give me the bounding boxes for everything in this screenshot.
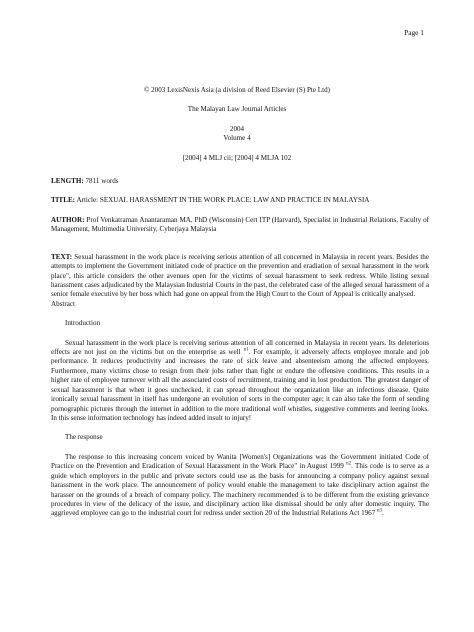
document-header	[0, 86, 474, 163]
length-value: 7811 words	[85, 177, 119, 185]
journal-year: 2004	[229, 124, 245, 133]
journal-name: The Malayan Law Journal Articles	[187, 105, 287, 114]
author-line	[51, 216, 429, 235]
response-heading: The response	[65, 433, 103, 442]
article-body	[51, 177, 429, 529]
author-label: AUTHOR:	[51, 215, 85, 224]
abstract-label: Abstract	[51, 299, 76, 308]
response-text-part1: The response to this increasing concern voiced by Wanita [Women's] Organizations was the Government initiated Code of Practice on the Prevention and Eradication of Sexual Harassment in the Work Place" in August 1999	[51, 452, 429, 471]
title-value: Article: SEXUAL HARASSMENT IN THE WORK PLACE: LAW AND PRACTICE IN MALAYSIA	[76, 196, 370, 205]
copyright-line: © 2003 LexisNexis Asia (a division of Reed Elsevier (S) Pte Ltd)	[143, 86, 331, 94]
introduction-heading: Introduction	[65, 319, 101, 328]
response-text-part2: . This code is to serve as a guide which employers in the public and private sectors could use as the basis for announcing a company policy against sexual harassment in the work place. The announcement of policy would enable the management to take disciplinary action against the harasser on the grounds of a breach of company policy. The machinery recommended is to be different from the existing grievance procedures in view of the delicacy of the issue, and disciplinary action like dismissal should be only after domestic inquiry. The aggrieved employee can go to the industrial court for redress under section 20 of the Industrial Relations Act 1967	[51, 462, 429, 518]
title-label: TITLE:	[51, 196, 76, 205]
page-number: Page 1	[404, 28, 424, 37]
introduction-paragraph	[51, 339, 429, 424]
introduction-text-part1: Sexual harassment in the work place is receiving serious attention of all concerned in Malaysia in recent years. Its deleterious effects are not just on the victims but on the enterprise as well	[51, 338, 429, 357]
journal-volume: Volume 4	[223, 134, 251, 143]
footnote-ref-n1[interactable]: n1	[243, 347, 249, 353]
author-value: Prof Venkatraman Anantaraman MA, PhD (Wisconsin) Cert ITP (Harvard), Specialist in Industrial Relations, Faculty of Management, Multimedia University, Cyberjaya Malaysia	[51, 215, 429, 234]
citation-line: [2004] 4 MLJ cii; [2004] 4 MLJA 102	[182, 153, 292, 162]
footnote-ref-n2[interactable]: n2	[346, 461, 352, 467]
text-summary-body: Sexual harassment in the work place is receiving serious attention of all concerned in Malaysia in recent years. Besides the attempts to implement the Government initiated code of practice on the prevention and eradiation of sexual harassment in the work place", this article considers the other avenues open for the victims of sexual harassment to seek redress. While listing sexual harassment cases adjudicated by the Malaysian Industrial Courts in the past, the celebrated case of the alleged sexual harassment of a senior female executive by her boss which had gone on appeal from the High Court to the Court of Appeal is critically analysed.	[51, 252, 430, 299]
length-label: LENGTH:	[51, 177, 84, 185]
text-summary	[51, 253, 429, 300]
introduction-text-part2: . For example, it adversely affects employee morale and job performance. It reduces productivity and increases the rate of sick leave and absenteeism among the affected employees. Furthermore, many victims chose to resign from their jobs rather than fight or endure the offensive conditions. This results in a higher rate of employee turnover with all the associated costs of recruitment, training and in lost production. The greatest danger of sexual harassment is that when it goes unchecked, it can spread throughout the organization like an infectious disease. Quite ironically sexual harassment in itself has undergone an evolution of sorts in the computer age; it can also take the form of sending pornographic pictures through the internet in addition to the more traditional wolf whistles, suggestive comments and leering looks. In this sense information technology has indeed added insult to injury!	[51, 348, 429, 423]
footnote-ref-n3[interactable]: n3	[377, 509, 383, 515]
response-paragraph	[51, 453, 429, 519]
text-label: TEXT:	[51, 252, 73, 261]
response-text-part3: .	[382, 509, 384, 518]
title-line	[51, 196, 429, 205]
length-line	[51, 177, 429, 186]
